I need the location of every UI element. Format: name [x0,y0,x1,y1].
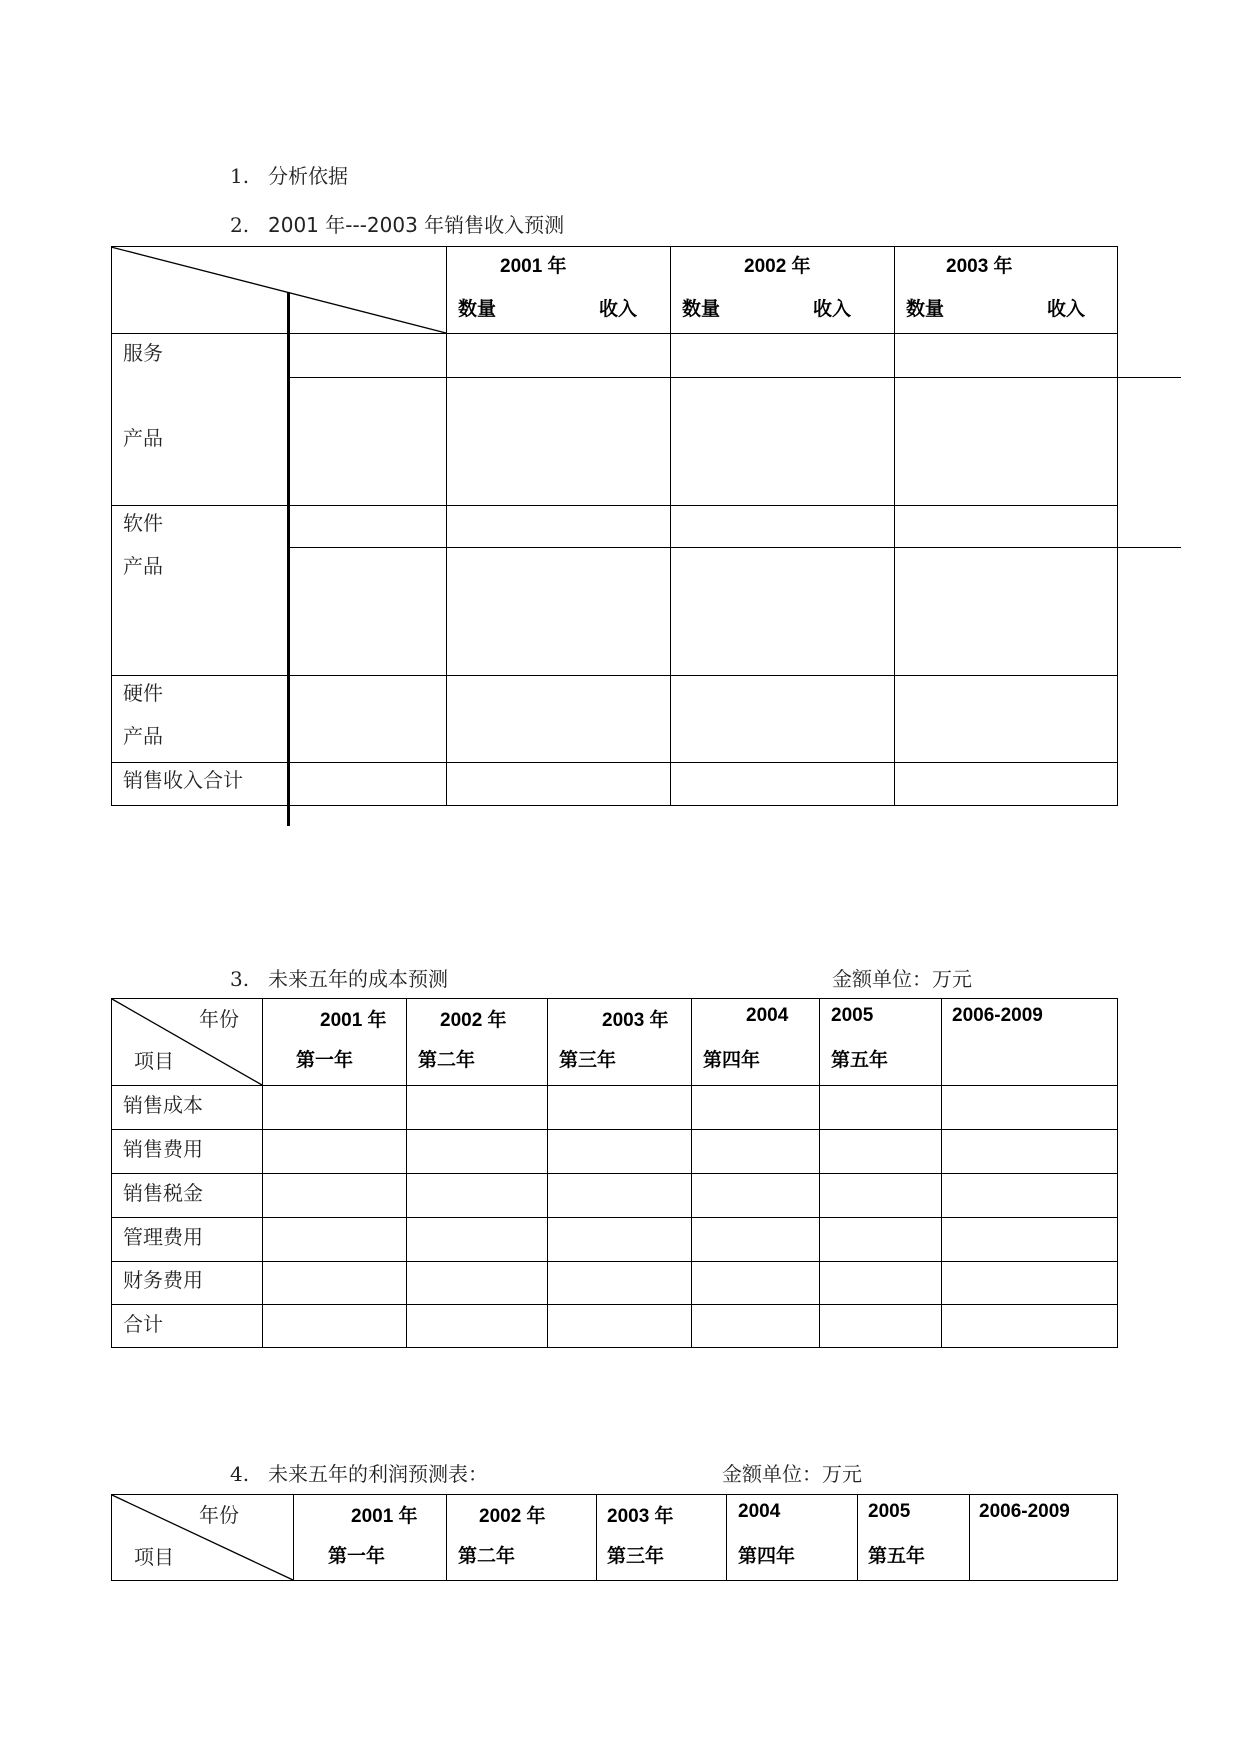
section-number: 4. [230,1462,250,1486]
year-header: 2003 年 [602,1010,669,1031]
corner-label-year: 年份 [199,1503,239,1527]
row-label: 销售税金 [123,1181,203,1205]
year-header: 2002 年 [440,1010,507,1031]
section-title: 分析依据 [268,164,348,188]
ordinal-header: 第二年 [458,1546,516,1567]
row-label: 财务费用 [123,1268,203,1292]
section-number: 1. [230,164,250,188]
year-header: 2005 [868,1501,911,1522]
year-header: 2002 年 [744,256,811,277]
row-label-hardware: 硬件 [123,681,163,705]
year-header: 2004 [738,1501,781,1522]
section-number: 2. [230,213,250,237]
year-header: 2003 年 [607,1506,674,1527]
ordinal-header: 第一年 [296,1050,354,1071]
revenue-header: 收入 [813,299,852,320]
ordinal-header: 第四年 [703,1050,761,1071]
corner-label-item: 项目 [134,1545,174,1569]
year-header: 2001 年 [500,256,567,277]
ordinal-header: 第五年 [831,1050,889,1071]
row-label-software: 软件 [123,511,163,535]
quantity-header: 数量 [906,299,945,320]
ordinal-header: 第三年 [607,1546,665,1567]
quantity-header: 数量 [682,299,721,320]
section-title: 未来五年的成本预测 [268,967,448,991]
year-header: 2001 年 [320,1010,387,1031]
row-label-service: 服务 [123,341,163,365]
amount-unit-label: 金额单位：万元 [722,1462,862,1486]
row-label: 管理费用 [123,1225,203,1249]
revenue-header: 收入 [1047,299,1086,320]
corner-label-item: 项目 [134,1049,174,1073]
year-header: 2001 年 [351,1506,418,1527]
ordinal-header: 第一年 [328,1546,386,1567]
ordinal-header: 第五年 [868,1546,926,1567]
ordinal-header: 第四年 [738,1546,796,1567]
row-label-total: 销售收入合计 [123,768,243,792]
section-number: 3. [230,967,250,991]
row-label: 合计 [123,1312,163,1336]
row-label-software-product: 产品 [123,554,163,578]
row-label-service-product: 产品 [123,426,163,450]
section-title: 2001 年---2003 年销售收入预测 [268,213,565,237]
year-header: 2006-2009 [952,1005,1043,1026]
row-label-hardware-product: 产品 [123,724,163,748]
quantity-header: 数量 [458,299,497,320]
amount-unit-label: 金额单位：万元 [832,967,972,991]
year-header: 2003 年 [946,256,1013,277]
ordinal-header: 第二年 [418,1050,476,1071]
year-header: 2002 年 [479,1506,546,1527]
section-title: 未来五年的利润预测表： [268,1462,488,1486]
ordinal-header: 第三年 [559,1050,617,1071]
row-label: 销售费用 [123,1137,203,1161]
row-label: 销售成本 [123,1093,203,1117]
revenue-header: 收入 [599,299,638,320]
year-header: 2004 [746,1005,789,1026]
year-header: 2006-2009 [979,1501,1070,1522]
corner-label-year: 年份 [199,1007,239,1031]
year-header: 2005 [831,1005,874,1026]
